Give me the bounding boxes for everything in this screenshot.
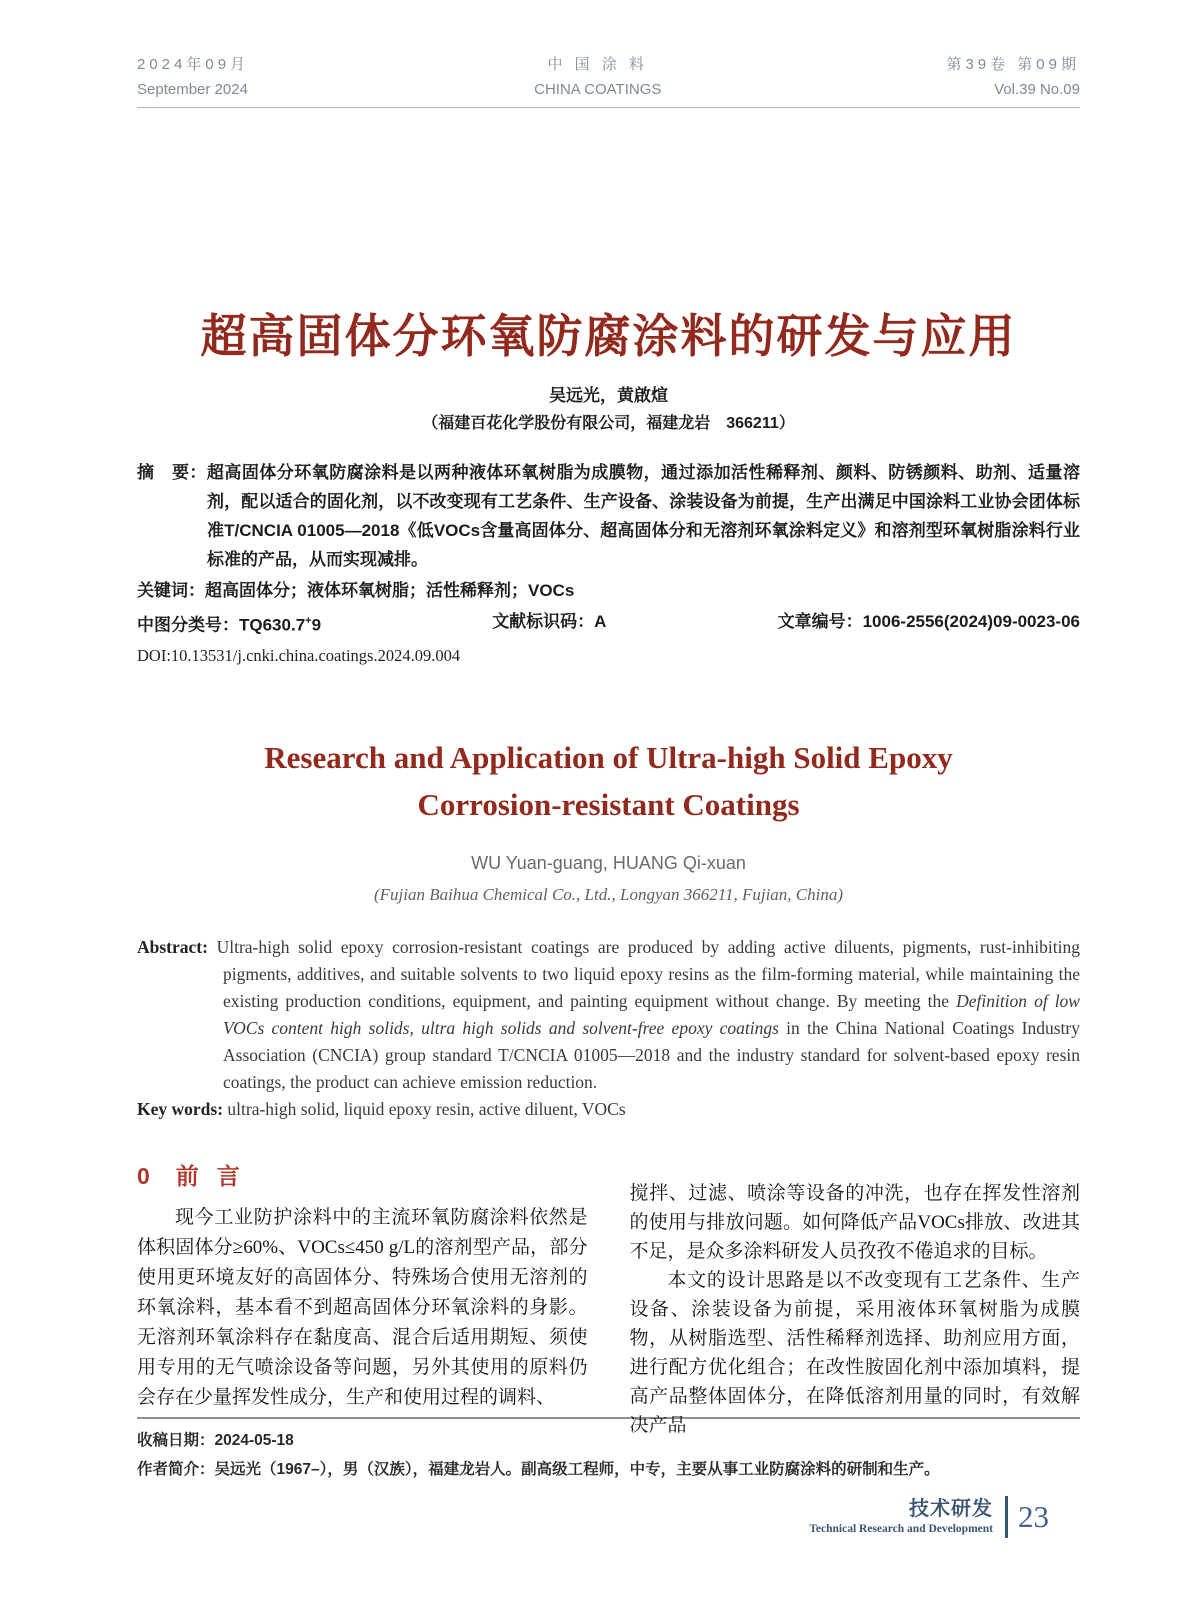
journal-name-cn: 中 国 涂 料 <box>547 56 648 73</box>
intro-paragraph-1-continued: 搅拌、过滤、喷涂等设备的冲洗，也存在挥发性溶剂的使用与排放问题。如何降低产品VOCs排放、改进其不足，是众多涂料研发人员孜孜不倦追求的目标。 <box>629 1182 1080 1262</box>
clc-number-tail: 9 <box>311 615 322 635</box>
page-footer <box>809 1496 1049 1538</box>
clc-number-sup: + <box>305 615 312 627</box>
journal-running-head <box>137 52 1080 102</box>
section-0-title: 前言 <box>175 1162 258 1189</box>
intro-paragraph-2: 本文的设计思路是以不改变现有工艺条件、生产设备、涂装设备为前提，采用液体环氧树脂为成膜物，从树脂选型、活性稀释剂选择、助剂应用方面，进行配方优化组合；在改性胺固化剂中添加填料，提高产品整体固体分，在降低溶剂用量的同时，有效解决产品 <box>629 1269 1080 1436</box>
volume-issue <box>946 52 1080 102</box>
journal-name <box>534 52 661 102</box>
authors-en: WU Yuan-guang, HUANG Qi-xuan <box>471 852 746 873</box>
volume-issue-cn: 第39卷 第09期 <box>946 56 1080 73</box>
footer-section-en: Technical Research and Development <box>809 1523 993 1535</box>
doi: DOI:10.13531/j.cnki.china.coatings.2024.09.004 <box>137 645 461 665</box>
issue-date-cn: 2024年09月 <box>137 56 250 73</box>
clc-number <box>137 607 321 640</box>
intro-paragraph-1: 现今工业防护涂料中的主流环氧防腐涂料依然是体积固体分≥60%、VOCs≤450 g/L的溶剂型产品，部分使用更环境友好的高固体分、特殊场合使用无溶剂的环氧涂料，基本看不到超高固体分环氧涂料的身影。无溶剂环氧涂料存在黏度高、混合后适用期短、须使用专用的无气喷涂设备等问题，另外其使用的原料仍会存在少量挥发性成分，生产和使用过程的调料、 <box>137 1206 588 1408</box>
footer-section-label <box>809 1497 993 1537</box>
author-bio: 作者简介：吴远光（1967–），男（汉族），福建龙岩人。副高级工程师，中专，主要从事工业防腐涂料的研制和生产。 <box>137 1460 940 1478</box>
article-title-cn: 超高固体分环氧防腐涂料的研发与应用 <box>200 310 1017 362</box>
clc-number-base: 中图分类号：TQ630.7 <box>137 615 306 635</box>
abstract-en-text-1: Ultra-high solid epoxy corrosion-resistant coatings are produced by adding active diluents, pigments, rust-inhibiting pigments, additives, and suitable solvents to two liquid epoxy resins as the film-forming material, while maintaining the existing production conditions, equipment, and painting equipment without change. By meeting the <box>216 936 1081 1011</box>
section-0-number: 0 <box>137 1162 150 1189</box>
received-date: 收稿日期：2024-05-18 <box>137 1431 294 1449</box>
abstract-en-italic: Definition of low VOCs content high solids, ultra high solids and solvent-free epoxy coatings <box>223 990 1080 1038</box>
keywords-cn-text: 超高固体分；液体环氧树脂；活性稀释剂；VOCs <box>205 581 575 600</box>
abstract-cn-text: 超高固体分环氧防腐涂料是以两种液体环氧树脂为成膜物，通过添加活性稀释剂、颜料、防锈颜料、助剂、适量溶剂，配以适合的固化剂，以不改变现有工艺条件、生产设备、涂装设备为前提，生产出满足中国涂料工业协会团体标准T/CNCIA 01005—2018《低VOCs含量高固体分、超高固体分和无溶剂环氧涂料定义》和溶剂型环氧树脂涂料行业标准的产品，从而实现减排。 <box>206 463 1081 569</box>
article-title-en-line1: Research and Application of Ultra-high Solid Epoxy <box>264 739 953 775</box>
authors-cn: 吴远光，黄啟煊 <box>549 386 668 405</box>
keywords-cn-label: 关键词： <box>137 581 205 600</box>
article-title-en-line2: Corrosion-resistant Coatings <box>417 786 800 822</box>
article-title-en <box>137 734 1080 828</box>
keywords-en-text: ultra-high solid, liquid epoxy resin, active diluent, VOCs <box>227 1098 626 1119</box>
body-column-right <box>629 1159 1081 1436</box>
section-0-heading <box>137 1159 588 1193</box>
keywords-en <box>137 1096 1080 1123</box>
issue-date <box>137 52 249 102</box>
footer-section-cn: 技术研发 <box>909 1498 993 1520</box>
footer-divider-bar <box>1005 1496 1008 1538</box>
keywords-en-label: Key words: <box>137 1098 224 1119</box>
abstract-cn-label: 摘 要： <box>137 463 207 482</box>
volume-issue-en: Vol.39 No.09 <box>994 81 1080 98</box>
issue-date-en: September 2024 <box>137 81 248 98</box>
page-number: 23 <box>1018 1499 1049 1534</box>
header-divider <box>137 107 1080 108</box>
abstract-en-label: Abstract: <box>137 936 208 957</box>
keywords-cn <box>137 576 1080 605</box>
affiliation-en: (Fujian Baihua Chemical Co., Ltd., Longyan 366211, Fujian, China) <box>373 884 844 904</box>
body-columns <box>137 1159 1080 1436</box>
document-code: 文献标识码：A <box>492 612 607 631</box>
affiliation-cn: （福建百花化学股份有限公司，福建龙岩 366211） <box>422 415 795 432</box>
body-column-left <box>137 1159 588 1415</box>
abstract-en-text-2: in the China National Coatings Industry Association (CNCIA) group standard T/CNCIA 01005—2018 and the industry standard for solvent-based epoxy resin coatings, the product can achieve emission reduction. <box>223 1017 1080 1092</box>
article-id: 文章编号：1006-2556(2024)09-0023-06 <box>777 612 1080 631</box>
article-meta-row <box>137 607 1080 640</box>
abstract-cn <box>137 458 1080 574</box>
journal-name-en: CHINA COATINGS <box>534 81 662 98</box>
abstract-en <box>137 934 1080 1096</box>
